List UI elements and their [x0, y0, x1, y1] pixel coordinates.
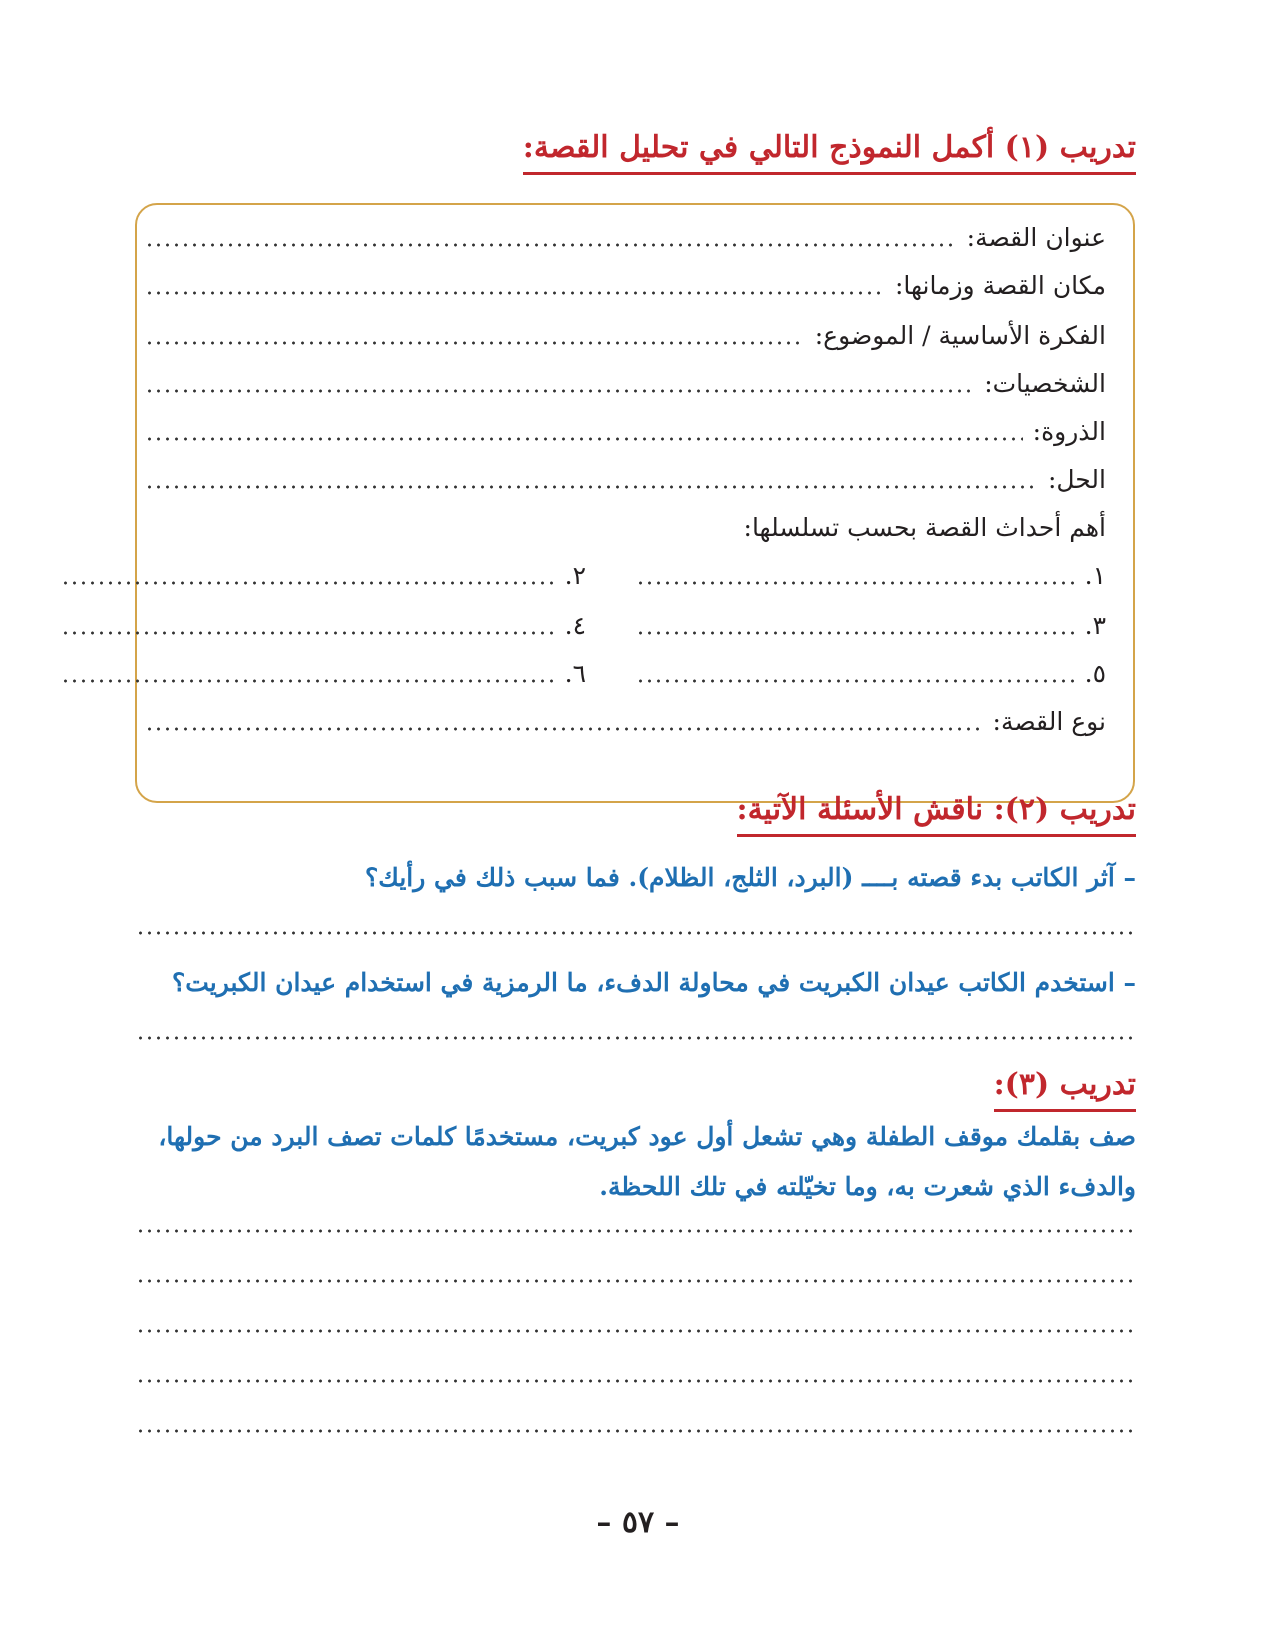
- event-6: [61, 654, 586, 694]
- event-number: ٣.: [1084, 611, 1106, 640]
- answer-line[interactable]: [145, 290, 885, 296]
- answer-line[interactable]: [636, 580, 1075, 586]
- answer-line[interactable]: [145, 726, 983, 732]
- question-2: – استخدم الكاتب عيدان الكبريت في محاولة الدفء، ما الرمزية في استخدام عيدان الكبريت؟: [171, 968, 1136, 997]
- field-label: الفكرة الأساسية / الموضوع:: [814, 321, 1106, 350]
- field-place-time: [145, 266, 1106, 306]
- events-intro: [145, 508, 1106, 548]
- answer-line[interactable]: [145, 340, 805, 346]
- exercise-1-heading: تدريب (١) أكمل النموذج التالي في تحليل القصة:: [523, 128, 1136, 175]
- event-number: ٤.: [564, 611, 586, 640]
- answer-line[interactable]: [136, 1228, 1136, 1234]
- page-number: – ٥٧ –: [596, 1505, 680, 1540]
- answer-line[interactable]: [136, 930, 1136, 936]
- answer-line[interactable]: [145, 484, 1038, 490]
- exercise-2-heading: تدريب (٢): ناقش الأسئلة الآتية:: [737, 790, 1137, 837]
- answer-line[interactable]: [136, 1428, 1136, 1434]
- answer-line[interactable]: [145, 436, 1023, 442]
- answer-line[interactable]: [61, 678, 555, 684]
- event-2: [61, 556, 586, 596]
- answer-line[interactable]: [145, 388, 974, 394]
- event-4: [61, 606, 586, 646]
- event-3: [636, 606, 1106, 646]
- event-number: ٦.: [564, 659, 586, 688]
- field-story-title: [145, 218, 1106, 258]
- exercise-3-prompt: صف بقلمك موقف الطفلة وهي تشعل أول عود كبريت، مستخدمًا كلمات تصف البرد من حولها، والدفء الذي شعرت به، وما تخيّلته في تلك اللحظة.: [158, 1122, 1136, 1201]
- answer-line[interactable]: [145, 242, 957, 248]
- answer-line[interactable]: [136, 1378, 1136, 1384]
- field-label: الذروة:: [1032, 417, 1106, 446]
- field-label: مكان القصة وزمانها:: [894, 271, 1106, 300]
- field-label: الشخصيات:: [984, 369, 1106, 398]
- event-1: [636, 556, 1106, 596]
- field-label: أهم أحداث القصة بحسب تسلسلها:: [743, 513, 1106, 542]
- answer-line[interactable]: [136, 1035, 1136, 1041]
- event-number: ١.: [1084, 561, 1106, 590]
- field-story-type: [145, 702, 1106, 742]
- event-number: ٥.: [1084, 659, 1106, 688]
- answer-line[interactable]: [61, 630, 555, 636]
- event-5: [636, 654, 1106, 694]
- field-main-idea: [145, 316, 1106, 356]
- field-label: الحل:: [1047, 465, 1106, 494]
- question-1: – آثر الكاتب بدء قصته بــــ (البرد، الثلج، الظلام). فما سبب ذلك في رأيك؟: [364, 863, 1136, 892]
- exercise-3-heading: تدريب (٣):: [994, 1065, 1136, 1112]
- field-climax: [145, 412, 1106, 452]
- field-label: عنوان القصة:: [966, 223, 1106, 252]
- field-label: نوع القصة:: [992, 707, 1106, 736]
- answer-line[interactable]: [636, 678, 1075, 684]
- field-resolution: [145, 460, 1106, 500]
- event-number: ٢.: [564, 561, 586, 590]
- field-characters: [145, 364, 1106, 404]
- answer-line[interactable]: [61, 580, 555, 586]
- answer-line[interactable]: [136, 1328, 1136, 1334]
- answer-line[interactable]: [136, 1278, 1136, 1284]
- answer-line[interactable]: [636, 630, 1075, 636]
